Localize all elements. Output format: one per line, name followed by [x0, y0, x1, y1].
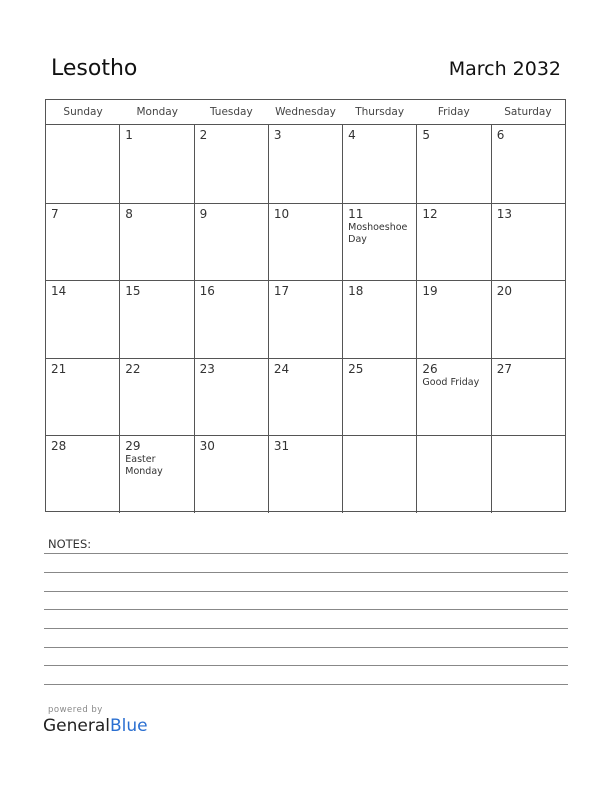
day-number: 21: [51, 361, 67, 376]
day-cell: [268, 281, 342, 358]
day-number: 28: [51, 439, 67, 454]
day-cell: [342, 281, 416, 358]
day-cell: [194, 436, 268, 513]
day-cell: [194, 359, 268, 436]
notes-line: [44, 591, 568, 592]
day-number: 22: [125, 361, 141, 376]
day-number: 24: [273, 361, 290, 376]
holiday-label: Easter Monday: [125, 454, 163, 478]
day-number: 17: [273, 284, 290, 299]
day-cell: [268, 436, 342, 513]
day-number: 14: [51, 284, 67, 299]
day-number: 16: [199, 284, 215, 299]
day-number: 7: [51, 206, 59, 221]
day-number: 31: [273, 439, 290, 454]
day-cell: [491, 436, 565, 513]
day-number: 2: [199, 128, 208, 142]
day-cell: [491, 359, 565, 436]
day-cell: [119, 436, 193, 513]
day-cell: [491, 204, 565, 281]
weekday-header: [46, 100, 565, 125]
weekday-tuesday: Tuesday: [209, 106, 253, 118]
month-title: March 2032: [448, 58, 561, 80]
notes-line: [44, 572, 568, 573]
brand-blue: Blue: [110, 716, 148, 736]
notes-line: [44, 647, 568, 648]
day-number: 11: [348, 206, 364, 221]
week-row: [46, 203, 565, 281]
day-number: 30: [199, 439, 215, 454]
day-cell: [46, 125, 119, 203]
notes-label: NOTES:: [48, 537, 92, 551]
week-row: [46, 435, 565, 513]
day-number: 6: [496, 128, 505, 142]
day-number: 18: [348, 284, 364, 299]
weekday-friday: Friday: [437, 106, 470, 118]
day-cell: [268, 359, 342, 436]
notes-line: [44, 609, 568, 610]
holiday-label: Moshoeshoe Day: [348, 221, 408, 245]
day-number: 8: [125, 206, 133, 221]
day-number: 15: [125, 284, 141, 299]
brand-logo: [43, 716, 148, 736]
day-number: 10: [273, 206, 290, 221]
day-cell: [194, 281, 268, 358]
day-number: 23: [199, 361, 215, 376]
week-row: [46, 358, 565, 436]
day-number: 25: [348, 361, 364, 376]
day-cell: [46, 436, 119, 513]
day-cell: [416, 359, 490, 436]
notes-line: [44, 628, 568, 629]
weekday-sunday: Sunday: [63, 106, 103, 118]
day-number: 3: [273, 128, 282, 142]
day-number: 26: [422, 361, 438, 376]
notes-line: [44, 665, 568, 666]
brand-general: General: [43, 716, 110, 736]
weekday-monday: Monday: [136, 106, 178, 118]
day-number: 27: [496, 361, 512, 376]
weekday-wednesday: Wednesday: [275, 106, 336, 118]
day-cell: [46, 204, 119, 281]
day-cell: [194, 125, 268, 203]
day-cell: [194, 204, 268, 281]
week-row: [46, 280, 565, 358]
day-cell: [416, 281, 490, 358]
day-number: 13: [496, 206, 512, 221]
day-cell: [119, 281, 193, 358]
powered-by-text: powered by: [48, 705, 103, 715]
day-cell: [268, 125, 342, 203]
day-number: 12: [422, 206, 438, 221]
country-title: Lesotho: [51, 56, 138, 81]
day-number: 9: [199, 206, 208, 221]
day-cell: [342, 125, 416, 203]
notes-line: [44, 684, 568, 685]
day-cell: [342, 204, 416, 281]
day-number: 29: [125, 439, 141, 454]
day-cell: [46, 281, 119, 358]
weeks-container: [46, 125, 565, 513]
day-cell: [342, 359, 416, 436]
notes-line: [44, 553, 568, 554]
day-cell: [491, 125, 565, 203]
weekday-thursday: Thursday: [355, 106, 405, 118]
day-cell: [416, 204, 490, 281]
day-cell: [119, 204, 193, 281]
day-cell: [342, 436, 416, 513]
week-row: [46, 125, 565, 203]
day-number: 20: [496, 284, 512, 299]
day-cell: [119, 125, 193, 203]
weekday-saturday: Saturday: [504, 106, 552, 118]
day-cell: [491, 281, 565, 358]
day-number: 19: [422, 284, 438, 299]
calendar-grid: [45, 99, 566, 512]
day-cell: [416, 125, 490, 203]
day-cell: [416, 436, 490, 513]
holiday-label: Good Friday: [422, 376, 480, 388]
day-cell: [46, 359, 119, 436]
day-number: 4: [348, 128, 356, 142]
day-number: 5: [422, 128, 431, 142]
day-number: 1: [125, 128, 133, 142]
day-cell: [268, 204, 342, 281]
day-cell: [119, 359, 193, 436]
